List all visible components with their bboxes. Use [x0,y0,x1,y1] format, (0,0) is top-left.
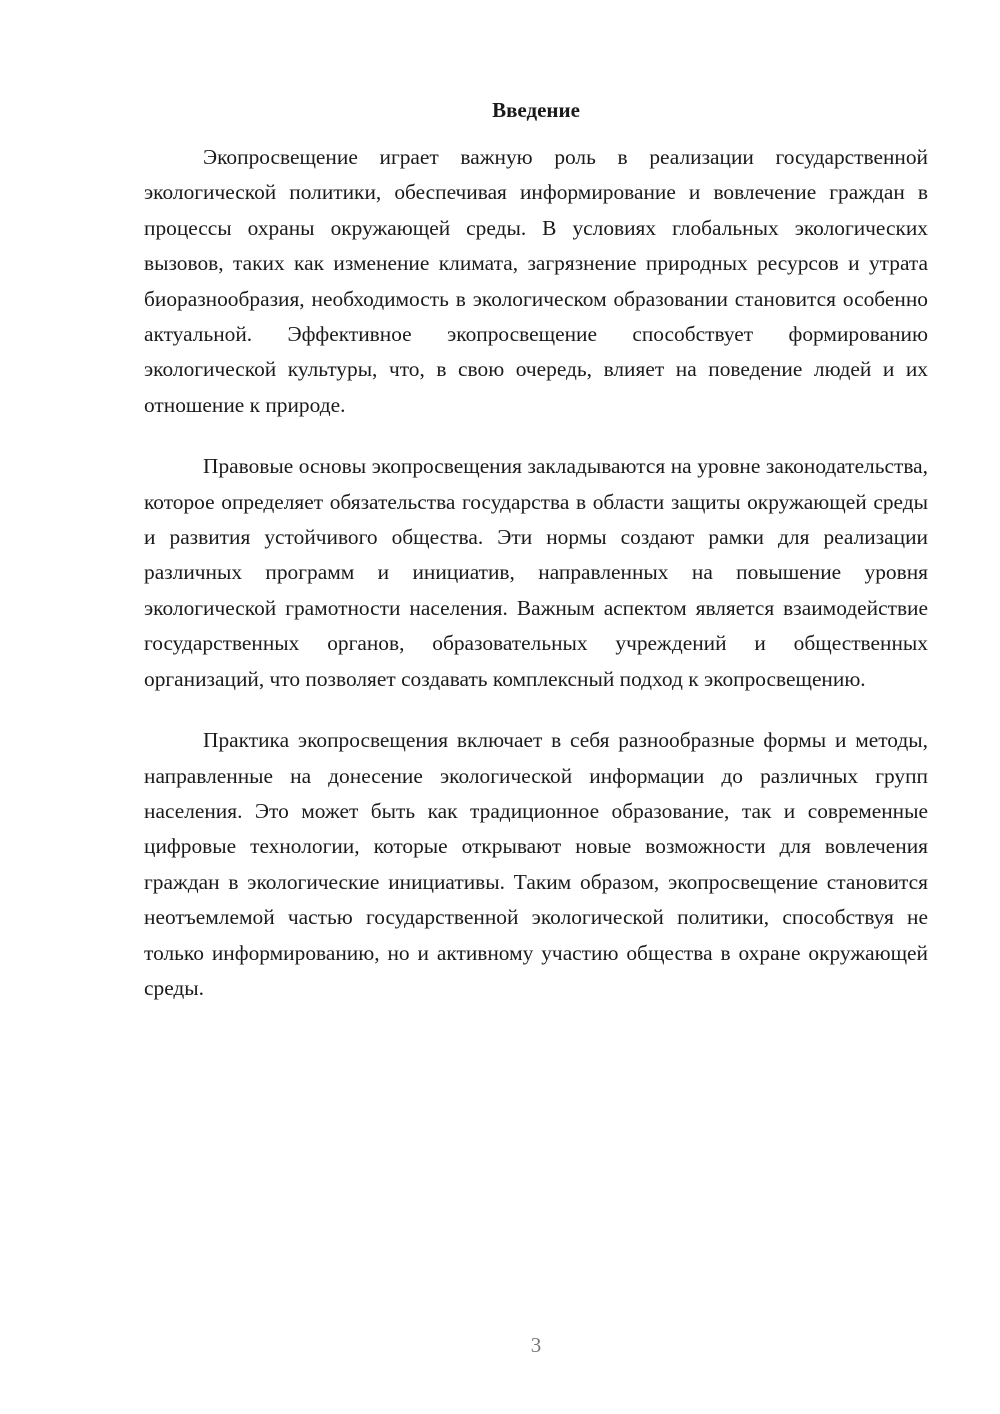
paragraph-practice: Практика экопросвещения включает в себя разнообразные формы и методы, направленные на донесение экологической информации до различных групп населения. Это может быть как традиционное образование, так и современные цифровые технологии, которые открывают новые возможности для вовлечения граждан в экологические инициативы. Таким образом, экопросвещение становится неотъемлемой частью государственной экологической политики, способствуя не только информированию, но и активному участию общества в охране окружающей среды. [144,728,928,1000]
page-number: 3 [530,1333,542,1357]
section-heading: Введение [492,98,580,122]
paragraph-intro: Экопросвещение играет важную роль в реализации государственной экологической политики, обеспечивая информирование и вовлечение граждан в процессы охраны окружающей среды. В условиях глобальных экологических вызовов, таких как изменение климата, загрязнение природных ресурсов и утрата биоразнообразия, необходимость в экологическом образовании становится особенно актуальной. Эффективное экопросвещение способствует формированию экологической культуры, что, в свою очередь, влияет на поведение людей и их отношение к природе. [144,145,928,417]
paragraph-legal-basis: Правовые основы экопросвещения закладываются на уровне законодательства, которое определяет обязательства государства в области защиты окружающей среды и развития устойчивого общества. Эти нормы создают рамки для реализации различных программ и инициатив, направленных на повышение уровня экологической грамотности населения. Важным аспектом является взаимодействие государственных органов, образовательных учреждений и общественных организаций, что позволяет создавать комплексный подход к экопросвещению. [144,454,928,691]
body-text [144,140,928,1006]
